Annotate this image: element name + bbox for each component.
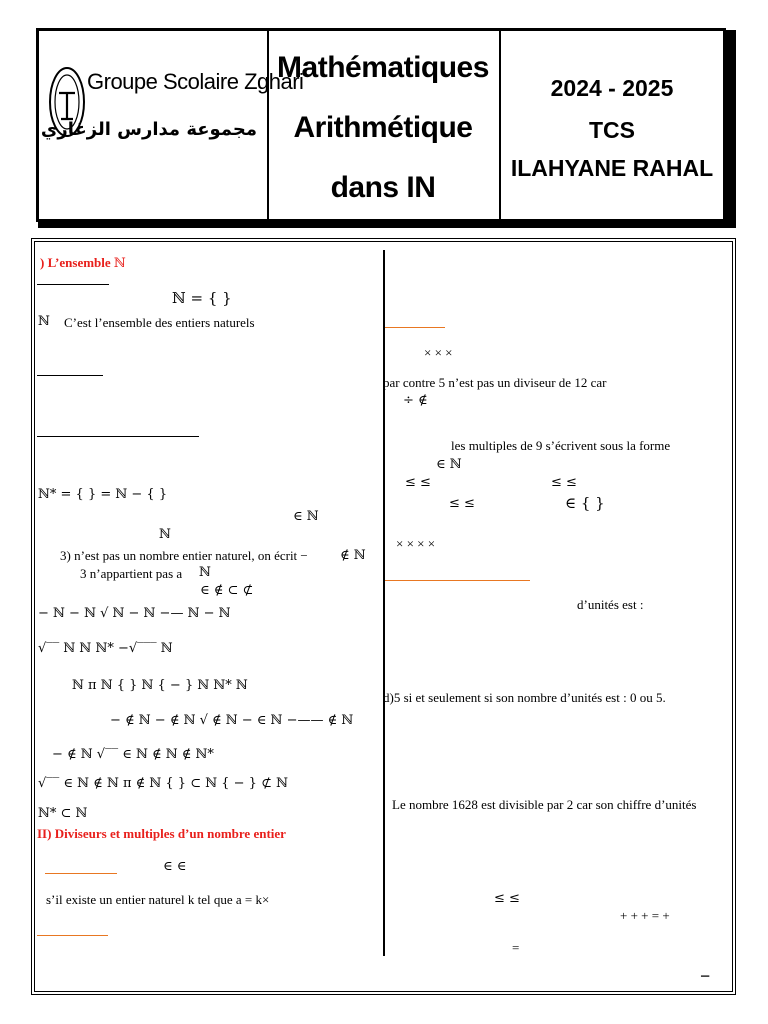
orange-underline-3 [385, 327, 445, 328]
underline-3 [37, 436, 199, 437]
exercise-row-g: ℕ* ⊂ ℕ [38, 806, 88, 821]
class-level: TCS [589, 117, 635, 143]
leq-row-1: ≤ ≤ [405, 475, 431, 490]
header-shadow [726, 30, 736, 228]
belongs-to-n: ∈ ℕ [293, 509, 319, 524]
division-symbols: ÷ ∉ [403, 393, 428, 408]
n-symbol: ℕ [159, 527, 171, 542]
minus-sign: − [700, 966, 711, 986]
section-2-title: II) Diviseurs et multiples d’un nombre entier [37, 826, 286, 841]
set-n-symbol: ℕ [38, 314, 50, 329]
header-shadow-bottom [38, 222, 736, 228]
school-cell [39, 31, 304, 219]
school-year: 2024 - 2025 [550, 75, 674, 101]
teacher-name: ILAHYANE RAHAL [510, 155, 714, 181]
point-3-text: 3) n’est pas un nombre entier naturel, on écrit − [60, 548, 308, 563]
exercise-row-a: − ℕ − ℕ √ ℕ − ℕ −— ℕ − ℕ [38, 606, 231, 621]
n-star-definition: ℕ* = { } = ℕ − { } [38, 487, 168, 502]
multiples-9-text: les multiples de 9 s’écrivent sous la forme [451, 438, 671, 453]
orange-underline-4 [385, 580, 530, 581]
underline-2 [37, 375, 103, 376]
times-row-2: × × × × [396, 536, 436, 551]
section-1-label: ) L’ensemble [40, 255, 111, 270]
column-separator [383, 250, 385, 956]
set-n-definition: ℕ = { } [172, 289, 232, 307]
subject-title: Mathématiques [277, 51, 489, 84]
div-5-rule: d)5 si et seulement si son nombre d’unités est : 0 ou 5. [383, 690, 666, 705]
school-name-arabic: مجموعة مدارس الزغاري [40, 119, 257, 140]
school-name: Groupe Scolaire Zghari [87, 69, 304, 94]
chapter-title: Arithmétique [293, 111, 473, 144]
units-is-text: d’unités est : [577, 597, 644, 612]
section-1-title [40, 255, 126, 271]
leq-row-1b: ≤ ≤ [551, 475, 577, 490]
orange-underline-1 [45, 873, 117, 874]
point-3-symbol: ∉ ℕ [340, 548, 366, 563]
belongs-n-right: ∈ ℕ [436, 457, 462, 472]
set-n-description: C’est l’ensemble des entiers naturels [64, 315, 255, 330]
point-3b-text: 3 n’appartient pas a [80, 566, 183, 581]
plus-row: + + + = + [620, 908, 670, 923]
exercise-row-f: √‾‾ ∈ ℕ ∉ ℕ π ∉ ℕ { } ⊂ ℕ { − } ⊄ ℕ [38, 776, 288, 791]
section-1-symbol: ℕ [113, 256, 126, 271]
info-cell [499, 31, 723, 219]
not-divisor-text: par contre 5 n’est pas un diviseur de 12 car [383, 375, 607, 390]
document-header [36, 28, 726, 222]
underline-1 [37, 284, 109, 285]
times-row-1: × × × [424, 345, 453, 360]
exercise-row-e: − ∉ ℕ √‾‾ ∈ ℕ ∉ ℕ ∉ ℕ* [52, 747, 214, 762]
section-2-symbols: ∈ ∈ [163, 859, 187, 874]
exercise-row-c: ℕ π ℕ { } ℕ { − } ℕ ℕ* ℕ [72, 678, 248, 693]
exercise-row-b: √‾‾ ℕ ℕ ℕ* −√‾‾‾ ℕ [38, 641, 173, 656]
point-3b-symbol: ℕ [199, 565, 211, 580]
leq-row-3: ≤ ≤ [494, 891, 520, 906]
exercise-row-d: − ∉ ℕ − ∉ ℕ √ ∉ ℕ − ∈ ℕ −—— ∉ ℕ [110, 713, 354, 728]
set-symbols-row: ∈ ∉ ⊂ ⊄ [200, 583, 254, 598]
divisor-definition: s’il existe un entier naturel k tel que a = k× [46, 892, 270, 907]
chapter-title-2: dans IN [330, 171, 436, 204]
example-1628: Le nombre 1628 est divisible par 2 car son chiffre d’unités [392, 797, 697, 812]
orange-underline-2 [37, 935, 108, 936]
subject-cell [267, 31, 501, 219]
leq-row-2: ≤ ≤ [449, 496, 475, 511]
set-braces-right: ∈ { } [565, 494, 605, 512]
equals-sign: = [512, 940, 520, 955]
